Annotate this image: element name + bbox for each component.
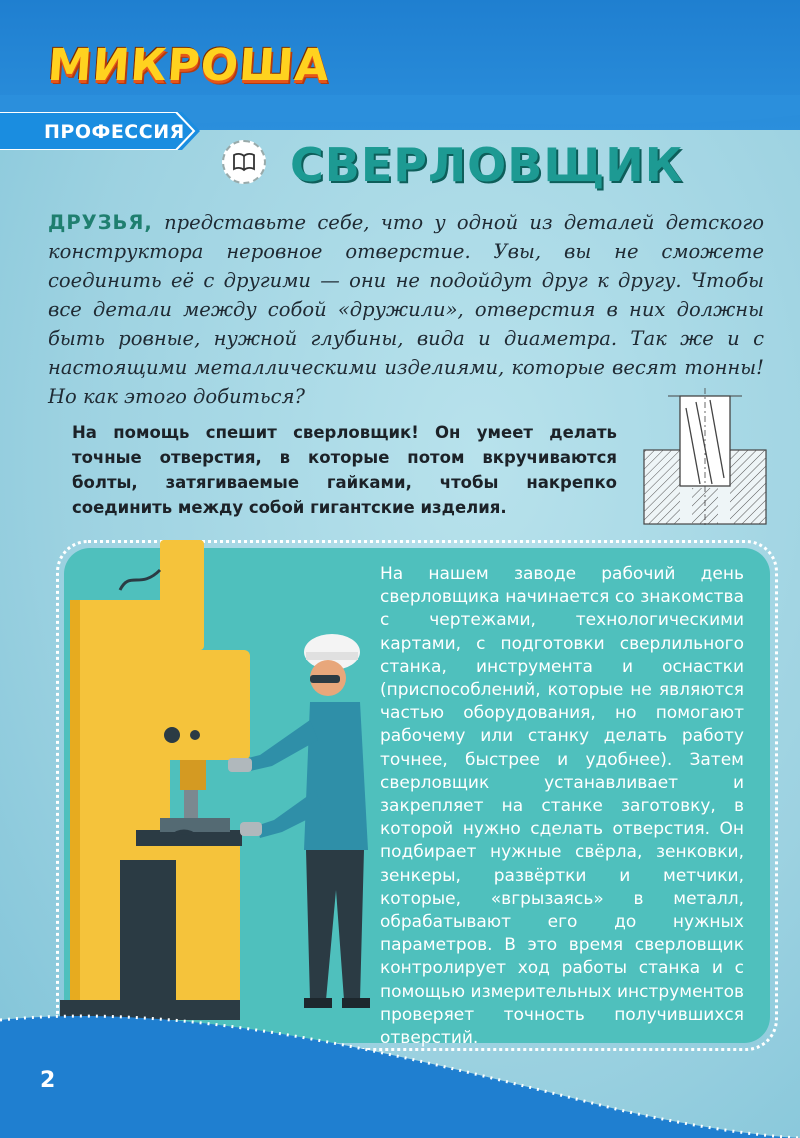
book-badge — [222, 140, 266, 184]
drill-section-icon — [640, 388, 770, 528]
page-title: СВЕРЛОВЩИК — [290, 138, 684, 192]
section-label: ПРОФЕССИЯ — [44, 121, 185, 143]
card-text: На нашем заводе рабочий день сверловщика начинается со знакомства с чертежами, технологическими картами, с подготовки сверлильного станка, инструмента и оснастки (приспособлений, которые не являются частью оборудования, но помогают рабочему или станку делать работу точнее, быстрее и удобнее). Затем сверловщик устанавливает и закрепляет на станке заготовку, в которой нужно сделать отверстия. Он подбирает нужные свёрла, зенковки, зенкеры, развёртки и метчики, которые, «вгрызаясь» в металл, обрабатывают его до нужных параметров. В это время сверловщик контролирует ход работы станка и с помощью измерительных инструментов проверяет точность получившихся отверстий. — [380, 564, 744, 1049]
intro-paragraph — [48, 208, 764, 411]
book-icon — [232, 152, 256, 172]
highlight-paragraph: На помощь спешит сверловщик! Он умеет делать точные отверстия, в которые потом вкручиваются болты, затягиваемые гайками, чтобы накрепко соединить между собой гигантские изделия. — [72, 423, 617, 517]
logo: МИКРОША — [46, 40, 332, 91]
drilling-machine-illustration — [60, 530, 380, 1030]
footer-wave — [0, 1000, 800, 1138]
page-number: 2 — [40, 1068, 56, 1093]
intro-lead: ДРУЗЬЯ, — [48, 211, 153, 234]
intro-text: представьте себе, что у одной из деталей детского конструктора неровное отверстие. Увы, вы не сможете соединить её с другими — они не подойдут друг к другу. Чтобы все детали между собой «дружили», отверстия в них должны быть ровные, нужной глубины, вида и диаметра. Так же и с настоящими металлическими изделиями, которые весят тонны! Но как этого добиться? — [48, 211, 764, 408]
